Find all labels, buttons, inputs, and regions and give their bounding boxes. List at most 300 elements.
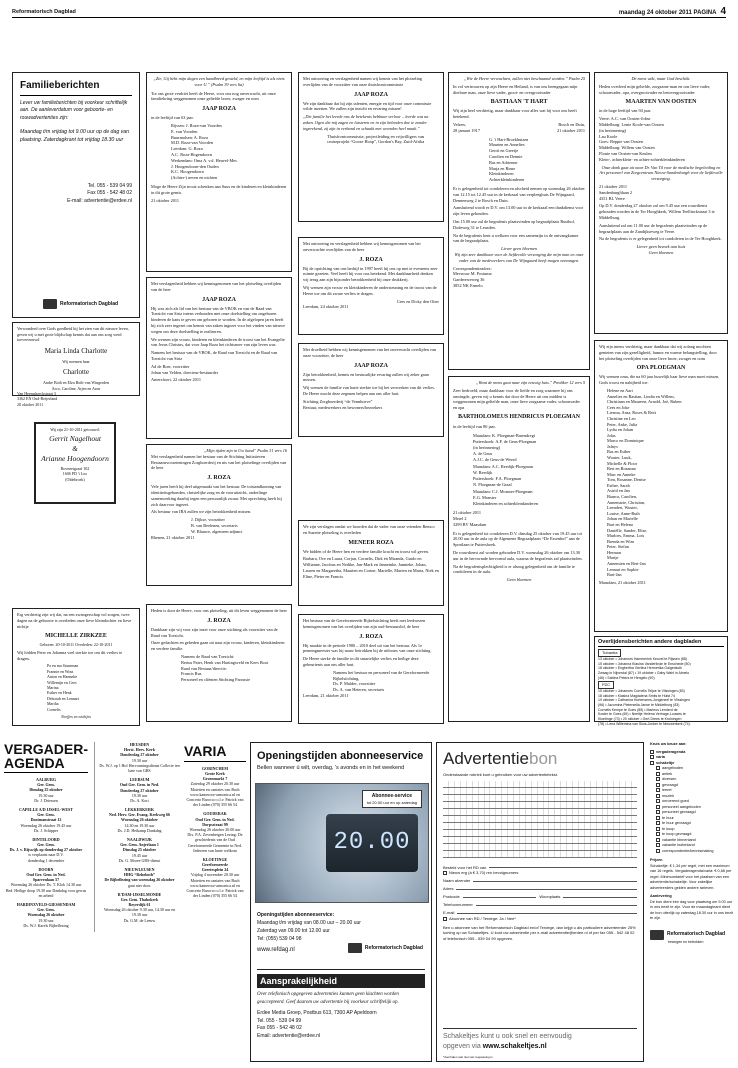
rd-logo-bottom: Reformatorisch Dagblad xyxy=(650,930,734,940)
entry-time: 19.30 uur xyxy=(38,792,54,798)
agenda-entry xyxy=(4,867,88,898)
rubriek-checkbox[interactable] xyxy=(656,805,660,809)
oosten-announcement xyxy=(594,72,728,334)
familieberichten-info xyxy=(12,72,140,318)
birth-intro: Verwonderd over Gods goedheid bij het zien van dit nieuwe leven, geven wij u met grote blijdschap kennis dat aan ons zorg werd toevertrouwd xyxy=(17,326,129,343)
opa-text: Wij zijn intens verdrietig, maar dankbaar dat wij zolang mochten genieten van zijn gezelligheid, humor en warme belangstelling, door het plotseling overlijden van onze lieve broer, zwager en oom xyxy=(599,344,717,361)
thuisfront-text: Met ontroering en verslagenheid namen wij kennis van het plotseling overlijden van de voorzitter van onze thuisfrontcommissie xyxy=(303,76,422,87)
roza-iba xyxy=(146,444,292,586)
rd-logo-icon xyxy=(43,299,57,309)
items2-item: 18 oktober • Klasina Magdalena Smits te Hulst 74 xyxy=(598,693,675,698)
rubriek-label: personeel aangeboden xyxy=(662,804,701,809)
rubriek-label: correspondentie/kennismaking xyxy=(662,848,714,853)
hart-body: Er is gelegenheid tot condoleren en afscheid nemen op woensdag 26 oktober van 12.15 tot 12.45 uur in de kerkzaal van verpleeghuis De Wijngaard, Dennenweg 2 te Bosch en Duin. xyxy=(453,186,585,203)
entry-who: Ds. J. Schipper xyxy=(33,827,59,833)
wedding-amp: & xyxy=(72,444,78,453)
rubriek-checkbox[interactable] xyxy=(656,772,660,776)
abonnee-checkbox[interactable] xyxy=(443,917,447,921)
rubriek-checkbox[interactable] xyxy=(650,761,654,765)
entry-when: Dinsdag 25 oktober xyxy=(29,787,63,793)
bon-line[interactable] xyxy=(443,830,637,837)
f-tel: Telefoonnummer xyxy=(443,902,473,908)
entry-when: Dinsdag 25 oktober xyxy=(122,847,157,853)
vrienden-sign: Barbara, Ove en Laura, Corjan, Cornelis, Dirk en Miranda, Guido en Willianne, Jacobus en Nedike, Jan-Mark en Janneinke, Jannieke, Johan, Lauren en Margaretha, Maarten en Corine, Marielle, Marten en Maria, Niek en Eline, Pieter en Francis xyxy=(303,556,439,579)
roza-closing: Moge de Heere Zijn troost schenken aan Suus en de kinderen en kleinkinderen in dit grote gemis. xyxy=(151,184,287,195)
hart-announcement xyxy=(448,72,590,370)
roza-vrienden xyxy=(298,520,444,606)
oosten-addr: 21 oktober 2011 Sandenburghlaan 2 4351 BL Veere xyxy=(599,184,632,201)
agenda-entry xyxy=(99,777,180,803)
rubriek-label: varia xyxy=(656,755,665,759)
items2-item: Cornelis Kempe te Goes (85) • Marinus Lenderd de xyxy=(598,707,678,712)
bon-line[interactable] xyxy=(443,816,637,823)
ploegman-text: Zeer bedroefd, maar dankbaar voor de liefde en zorg waarmee hij ons omringde, geven wij u kennis dat door de Heere uit ons midden is weggenomen mijn geliefde man, onze lieve zorgzame vader, schoonvader en opa xyxy=(453,387,580,411)
rubriek-checkbox[interactable] xyxy=(656,821,660,825)
drukkerij-body: Bij de oprichting van ons bedrijf in 1997 heeft hij ons op met te eveneens zeer ruimte gezeten. Veel heeft hij voor ons betekend. Met dankbaarheid denken wij terug aan zijn bijzonder betrokkenheid bij onze drukkerij. xyxy=(303,265,438,283)
parousie-name: J. ROZA xyxy=(207,617,231,624)
rubriek-label: vakantie buitenland xyxy=(662,843,695,847)
entry-place: CAPELLE A/D IJSSEL-WEST xyxy=(19,806,73,812)
agenda-entry xyxy=(184,811,246,853)
parousie-text: Heden is door de Heere, voor ons plotseling, uit dit leven weggenomen de heer xyxy=(151,608,287,613)
parousie-wish: Onze gedachten en gebeden gaan uit naar zijn vrouw, kinderen, kleinkinderen en verdere familie. xyxy=(151,640,285,652)
entry-when: De Bijbellezing van woensdag 26 oktober xyxy=(104,877,175,883)
gbs-wish: De Heere sterke de familie in dit smartelijke verlies en heilige deze gebeurtenis aan ons aller hart. xyxy=(303,656,419,668)
roza-date: 21 oktober 2011 xyxy=(151,197,180,203)
entry-org: Grote Kerk xyxy=(205,771,225,777)
wedding-intro: Wij zijn 21-10-2011 getrouwd: xyxy=(50,427,100,432)
vbok-body: Hij was zich als lid van het bestuur van de VBOK en van de Raad van Toezicht van Siriz intens verbonden met onze doelstelling om ongeboren kinderen de kans te geven om geboren te worden. In de afgelopen jaren heeft hij zich zeer ingezet om kennis van zaken ingezet voor het vinden van nieuwe wegen om deze doelstelling te realiseren. xyxy=(151,305,285,334)
abonnee-web[interactable]: www.refdag.nl xyxy=(257,947,295,953)
entry-org: HHG “Rehoboth” xyxy=(123,872,155,878)
thuisfront-quote: „Die familie het leerde ons de betekenis hebbaar verloor – leerde wat na zaken. Ogen die mij zagen en luisteren en in zijn belenden doe te zonder ingerekend, zij zijn in verband en schaakt met woorden heel maak.” xyxy=(303,114,429,131)
roza-thuisfront xyxy=(298,72,444,222)
familie-tel: Tel. 055 - 539 04 99 xyxy=(87,182,132,189)
items2-item: 19 oktober • Catharina Hortensens-Jongeneel te Vlissingen xyxy=(598,698,690,703)
entry-who: Ds. J.D. Heikamp Dankdag xyxy=(117,827,162,833)
hart-thanks: Wij zijn zeer dankbaar voor de liefdevolle verzorging die mijn man en onze vader van de medewerkers van De Wijngaard heeft mogen ontvangen. xyxy=(454,252,584,263)
oosten-quote2: Onze dank gaat uit naar Dr. Van Til voor de medische begeleiding en Art personeel van Zorgcentrum Nieuw-Sandenburgh voor de liefdevolle verzorging. xyxy=(599,164,723,182)
vbok-date: Amersfoort, 22 oktober 2011 xyxy=(151,377,201,383)
oosten-family: Veere: A.C. van Oosten-Jobse Middelburg: Lenie Koole-van Oosten (in herinnering) Lau Koole Goes: Beppie van Oosten Middelburg: Willem van Oosten Flonie van Oosten-van Keulen Klein-, achterklein- en achter-achterkleinkinderen xyxy=(599,116,685,162)
wedding-addr2: 1606 PD 't Loo xyxy=(62,471,88,477)
entry-org: Ger. Gem. xyxy=(37,842,55,848)
promo2: opgeven via xyxy=(443,1042,481,1050)
f-besteld-input[interactable] xyxy=(489,862,637,868)
nieuw-checkbox[interactable] xyxy=(443,871,447,875)
overlijdens-title: Overlijdensberichten andere dagbladen xyxy=(598,639,724,647)
bon-line[interactable] xyxy=(443,802,637,809)
rubriek-label: te huur gevraagd xyxy=(662,821,691,825)
rubriek-checkbox[interactable] xyxy=(656,783,660,787)
thuisfront-name: JAAP ROZA xyxy=(354,91,388,98)
birth-date: 20 oktober 2011 xyxy=(17,401,44,407)
agenda-entry xyxy=(184,766,246,808)
vrienden-text: We zijn verslagen omdat we hoorden dat de vader van onze vrienden Remco en Suzette plotseling is overleden xyxy=(303,524,435,535)
vbok-sign3: Johan van Velden, directeur-bestuurder xyxy=(151,369,219,375)
agenda-title1: VERGADER- xyxy=(4,741,89,757)
roza-quote: „Zie, Gij hebt mijn dagen een handbreed gesteld, en mijn leeftijd is als niets voor U.” (Psalm 39 vers 6a) xyxy=(153,76,285,87)
birth-parents: Andre Both en Elza Both-van Wingerden xyxy=(42,380,110,386)
items1-item: 13 oktober • Johannes Hammerink Keuvel te Rijssen (88) xyxy=(598,656,687,661)
items2-item: 15 oktober • Johannes Cornelis Teljoe te Vlissingen (83) xyxy=(598,688,685,693)
page-number: 4 xyxy=(720,6,726,17)
page-date: maandag 24 oktober 2011 PAGINA 4 xyxy=(618,6,726,17)
drukkerij-date: Leerdam, 24 oktober 2011 xyxy=(303,304,349,310)
naam-input[interactable] xyxy=(473,876,637,882)
roza-text: Tot ons grote verdriet heeft de Heere, voor ons nog onverwacht, uit onze familiekring weggenomen onze geliefde broer, zwager en oom xyxy=(151,90,276,102)
rubriek-label: vergaderagenda xyxy=(656,749,686,754)
vrienden-name: MENEER ROZA xyxy=(348,539,394,546)
michelle-text: Wij hidden Peter en Johanna veel sterkte toe om dit verlies te dragen. xyxy=(17,649,123,661)
adres-input[interactable] xyxy=(456,884,637,890)
items1-item: 18 oktober • Engbertha Gertina Hermerika Galgenkolk xyxy=(598,666,682,671)
agenda-entry xyxy=(4,837,88,863)
addr3: Fax 055 - 542 48 02 xyxy=(257,1025,302,1032)
bon-line[interactable] xyxy=(443,851,637,858)
pzc-list xyxy=(598,689,724,727)
entry-place: NAALDWIJK xyxy=(127,837,152,842)
f-email: E-mail xyxy=(443,910,455,916)
entry-when: Groenmarkt 7 xyxy=(202,776,228,782)
items2-item: Koster te Goes (69) • Neeltje Helena Verhage-Louwes te xyxy=(598,712,686,717)
familie-email[interactable]: E-mail: advertentie@erdee.nl xyxy=(67,197,132,204)
iba-text2: Als bestuur van IBA zullen we zijn betrokkenheid missen. xyxy=(151,509,252,515)
hart-age: Wij zijn heel verdrietig, maar dankbaar voor alles wat hij voor ons heeft betekend. xyxy=(453,108,577,120)
hart-service: Aansluitend wordt er D.V. om 13.00 uur in de kerkzaal een dankdienst voor zijn leven gehouden. xyxy=(453,205,584,217)
agenda-entry xyxy=(99,837,180,863)
familie-fax: Fax 055 - 542 48 02 xyxy=(87,190,132,197)
entry-when: Ds. J. v. Rijswijk op donderdag 27 oktober xyxy=(9,847,83,853)
rubriek-label: gevraagd xyxy=(662,782,678,787)
roza-name: JAAP ROZA xyxy=(202,106,236,113)
rubriek-label: aangeboden xyxy=(662,766,684,770)
rubriek-checkbox[interactable] xyxy=(656,843,660,847)
hart-addr: Correspondentieadres: Mevrouw M. Postuma Gardereweweg 36 3852 NK Ermelo xyxy=(453,265,492,288)
opa-family: Helene en Aart Annelies en Bastian, Lindia en Willem, Christiaan en Maureen, Arnold, Joë, Ruben Cees en Joke Liesma, Arna, Roses & Britt Christine en Leo Peter, Anke, Julia Lydia en Johan Jolas Marco en Dominique Jalnys Bas en Esther Wouter, Luuk, Michelle & Floor Bert en Rozanna Marc en Anneke Tom, Rosanne, Denise Esther, Sarah Astrid en Jan Bianca, Carolien, Annemarie, Christian, Leendert, Wouter, Louise, Anne-Ruth Johan en Marielle Bart en Helena Daniëlle, Sander, Elise, Marloes, Emma, Lois Brenda en Wim Peter, Stefan Herman Martje Annemien en Bert-Jan Lennart en Sophie Bart-Jan xyxy=(607,388,682,578)
abonnee-tel: Tel: (055) 539 04 98 xyxy=(257,936,302,942)
opa-body: Wij wensen oma, die na 60 jaar huwelijk haar lieve man moet missen, Gods troost en nabijheid toe. xyxy=(599,374,720,386)
varia-title: VARIA xyxy=(184,742,246,762)
oosten-name: MAARTEN VAN OOSTEN xyxy=(625,99,697,106)
parousie-body: Dankbaar zijn wij voor zijn inzet voor onze stichting als voorzitter van de Raad van Toezicht. xyxy=(151,626,278,638)
rubriek-checkbox[interactable] xyxy=(656,849,660,853)
rubriek-label: te huur xyxy=(662,815,674,820)
entry-org: Ger. Gem. Anjerlaan 1 xyxy=(120,842,159,848)
entry-time: 19.30 uur xyxy=(131,757,148,763)
newspaper-name: Reformatorisch Dagblad xyxy=(12,9,76,15)
hart-name: BASTIAAN 'T HART xyxy=(490,99,548,106)
ploegman-nobloem: Geen bloemen xyxy=(506,577,532,583)
rd-logo-icon xyxy=(650,930,664,940)
birth-addr1: Van Heemskerckstraat 3 xyxy=(17,391,56,397)
f-naam: Naam afzender xyxy=(443,878,471,884)
rubriek-checkbox[interactable] xyxy=(656,816,660,820)
entry-time: 14.30 en 19.30 uur xyxy=(124,822,155,828)
addr4[interactable]: Email: advertentie@erdee.nl xyxy=(257,1032,321,1039)
items2-item: (78) • Lena Willemina van Sluis-Jonker te Nieuwerkerk (74). xyxy=(598,721,691,726)
michelle-intro: Erg verdrietig zijn wij dat, na een zwangerschap vol zorgen, twee dagen na de geboorte is overleden onze lieve kleindochter en lieve nichtje xyxy=(17,612,132,629)
zorgb-body: Zijn betrokkenheid, kennis en bestuurlijke ervaring zullen wij zeker gaan missen. xyxy=(303,371,429,383)
hours2: Zaterdag van 09.00 tot 12.00 uur xyxy=(257,928,330,934)
rubriek-label: schakeltje xyxy=(656,760,675,765)
entry-when: Dootmanstraat 12 xyxy=(30,817,62,823)
agenda-entry xyxy=(99,892,180,923)
roza-gbs xyxy=(298,614,444,724)
michelle-dates: Geboren: 20-10-2011 Overleden: 22-10-2011 xyxy=(39,642,113,648)
ploegman-closing: Na de begrafenisplechtigheid is er alsnog gelegenheid om de familie te condoleren in de aula. xyxy=(453,563,575,575)
roza-zorgboerderij xyxy=(298,343,444,437)
hart-place2: Bosch en Duin, 21 oktober 2011 xyxy=(556,122,585,133)
bon-title1: Advertentie xyxy=(443,749,529,768)
rubriek-checkbox[interactable] xyxy=(656,827,660,831)
zorgb-wish: Wij wensen de familie van harte sterkte toe bij het verwerken van dit verlies. De Heere mocht deze zegenen helpen aan ons aller hart. xyxy=(303,385,436,397)
birth-announcement xyxy=(12,322,140,407)
entry-who: Drs. P.A. Zevenbergen Lezing: De geschiedenis van de Oud Gereformeerde Gemeente in Ned. Iedereen van harte welkom xyxy=(187,832,243,853)
entry-place: NIEUWLEUSEN xyxy=(124,866,155,872)
birth-roepnaam: Charlotte xyxy=(62,367,90,376)
gbs-sign: Namens het bestuur en personeel van de Gereformeerde Bijbelstichting, Ds. P. Mulder, voorzitter Ds. A. van Heteren, secretaris xyxy=(333,669,430,693)
gbs-body: Hij maakte in de periode 1980 – 2010 deel uit van het bestuur. Als 1e penningmeester was hij nauw betrokken bij de uitbouw van onze stichting. xyxy=(303,642,432,654)
entry-when: Donderdag 27 oktober xyxy=(120,787,159,793)
items1-item: 15 oktober • Johanna Klasina Vanderlinde te Enschede (80) xyxy=(598,661,691,666)
michelle-footer: Neefjes en nichtjes xyxy=(61,713,91,719)
agenda-entry xyxy=(99,807,180,833)
entry-place: R'DAM-IJSSELMONDE xyxy=(117,891,162,897)
entry-who: donderdag 1 december xyxy=(27,857,65,863)
rubriek-checkbox[interactable] xyxy=(656,766,660,770)
addr1: Erdee Media Groep, Postbus 613, 7300 AP Apeldoorn xyxy=(257,1010,377,1017)
ploegman-family: Maasdam: K. Ploegman-Barendregt Puttershoek: A.F. de Geus-Ploegman (in herinnering) A. de Geus A.J.C. de Geus-de Weerd Maasdam: A.C. Reedijk-Ploegman W. Reedijk Puttershoek: F.A. Ploegman N. Ploegman-de Graaf Maasdam: C.J. Monster-Ploegman E.G. Monster Kleinkinderen en achterkleinkinderen xyxy=(473,432,538,506)
entry-when: Donderdag 27 oktober xyxy=(120,752,159,758)
bon-line[interactable] xyxy=(443,837,637,844)
rubriek-label: diversen xyxy=(662,777,677,781)
rd-logo-ad: Reformatorisch Dagblad xyxy=(348,943,423,953)
entry-who: Ds. G. Moree GBS-dienst xyxy=(118,857,161,863)
entry-time: is verplaatst naar D.V. xyxy=(28,852,64,858)
entry-org: Herst. Herv. Kerk xyxy=(124,747,155,753)
bon-title2: bon xyxy=(529,749,558,768)
postcode-input[interactable] xyxy=(463,892,537,898)
entry-place: GOUDERAK xyxy=(203,811,227,817)
entry-time: Woensdag 26 oktober 20.00 uur xyxy=(189,826,241,832)
woonplaats-input[interactable] xyxy=(563,892,637,898)
entry-time: Zaterdag 29 oktober 20.30 uur xyxy=(190,781,240,787)
opa-date: Maasdam, 21 oktober 2011 xyxy=(599,579,646,585)
entry-org: Ger. Gem. xyxy=(37,907,55,913)
bon-foot: *doorhalen wat niet van toepassing is xyxy=(443,1054,493,1059)
hart-place1: Velzen, 28 januari 1917 xyxy=(453,122,480,133)
entry-org: Oud Ger. Gem. in Ned. xyxy=(26,872,66,877)
entry-org: Ger. Gem. Thabokerk xyxy=(120,896,159,902)
hart-family: G. 't Hart-Broekhuizen Maarten en Annelies Gerrit en Greetje Carolien en Dennie Bas en Adrienne Marja en Rinse Kleinkinderen Achterkleinkinderen xyxy=(489,136,529,183)
rubriek-checkbox[interactable] xyxy=(656,838,660,842)
iba-date: Rhenen, 21 oktober 2011 xyxy=(151,534,195,540)
f-adres: Adres xyxy=(443,886,454,892)
agenda-entry xyxy=(4,902,88,928)
vbok-sign2: Ad de Boer, voorzitter xyxy=(151,363,190,369)
badge-label: Abonnee-service xyxy=(371,793,413,799)
rubriek-label: muziek xyxy=(662,793,675,798)
entry-place: DOORN xyxy=(38,866,54,872)
hart-burial: Om 15.00 uur zal de begrafenis plaatsvinden op begraafplaats Rusthof, Dodeweg 31 te Leusden. xyxy=(453,219,576,230)
entry-when: Geertesplein 24 xyxy=(201,867,229,873)
aansprak-text: Over telefonisch opgegeven advertenties kunnen geen klachten worden geaccepteerd. Geef daarom uw advertentie bij voorkeur schriftelijk op. xyxy=(257,992,399,1005)
bon-line[interactable] xyxy=(443,844,637,851)
rubriek-checkbox[interactable] xyxy=(656,794,660,798)
oosten-nobloem: Liever geen bezoek aan huis Geen bloemen xyxy=(636,244,686,256)
rubriek-checkbox[interactable] xyxy=(656,810,660,814)
varia-section xyxy=(184,742,246,1062)
rubriek-label: antiek xyxy=(662,771,673,776)
overlijdens-andere xyxy=(594,636,728,726)
wedding-name2: Arianne Hoogendoorn xyxy=(41,453,109,463)
hours1: Maandag t/m vrijdag van 08.00 uur – 20.00 uur xyxy=(257,920,361,926)
drukkerij-text: Met ontroering en verslagenheid hebben wij kennisgenomen van het onverwachte overlijden van de heer xyxy=(303,241,421,252)
ploegman-announcement xyxy=(448,376,590,722)
entry-who: Ds. G.M. de Leeuw xyxy=(123,917,156,923)
agenda-entry xyxy=(184,857,246,899)
entry-when: Woensdag 26 oktober xyxy=(27,912,65,918)
vbok-sign1: Namens het bestuur van de VBOK, de Raad van Toezicht en de Raad van Toezicht van Siriz xyxy=(151,350,278,362)
rubriek-checkbox[interactable] xyxy=(656,799,660,803)
zorgb-name: JAAP ROZA xyxy=(354,362,388,369)
entry-place: HEUSDEN xyxy=(129,742,150,747)
michelle-announcement xyxy=(12,608,140,726)
entry-time: 19.45 uur xyxy=(131,852,148,858)
ploegman-date: 21 oktober 2011 Merel 2 3299 BV Maasdam xyxy=(453,510,487,527)
bon-text-lines[interactable] xyxy=(443,781,637,858)
page-header xyxy=(12,4,726,18)
agenda-title2: AGENDA xyxy=(4,756,88,773)
agenda-column-2 xyxy=(99,742,180,923)
tubantia-label: Tubantia xyxy=(598,649,621,656)
oosten-body: Op D.V. donderdag 27 oktober zal om 9.45 uur een rouwdienst gehouden worden in de Ter Hooghkerk, Willem Teellinckstraat 3 te Middelburg. xyxy=(599,203,715,221)
vrienden-body: We bidden of de Heere hen en verdere familie kracht en troost wil geven. xyxy=(303,548,429,554)
entry-place: LEKKERKERK xyxy=(125,807,154,813)
entry-org: Oud Ger. Gem. in Ned. xyxy=(195,816,235,822)
drukkerij-wish: Wij wensen zijn vrouw en kleinkinderen de ondersteuning en de troost van de Heere toe om dit zware verlies te dragen. xyxy=(303,285,437,296)
gbs-text: Het bestuur van de Gereformeerde Bijbelstichting heeft met leedwezen kennisgenomen van het overlijden van zijn oud-bestuurslid, de heer xyxy=(303,618,426,629)
ploegman-service: De rouwdienst zal worden gehouden D.V. woensdag 26 oktober om 13.30 uur in de hervormde hervormd aula, waarna de begrafenis zal plaatsvinden. xyxy=(453,550,583,561)
addr2: Tel. 055 - 539 04 99 xyxy=(257,1017,302,1024)
wedding-addr1: Boveneigraaf 102 xyxy=(60,466,90,472)
parousie-sign: Namens de Raad van Toezicht: Bertus Pater, Henk van Hartingsveld en Kees Boot Raad van Bestuur/directie: Francis Rus Personeel en cliënten Stichting Parousie xyxy=(181,654,269,683)
iba-body: Vele jaren heeft hij deel uitgemaakt van het bestuur. De totstandkoming van identiteitsgebonden, christelijke zorg en de vooruitzicht, onderlinge samenwerking daarbij tegen een persoonlijk zwaar. Met oprechting heeft hij zich daarvoor ingezet. xyxy=(151,484,282,507)
ploegman-age: in de leeftijd van 80 jaar. xyxy=(453,423,496,429)
rubriek-label: onroerend goed xyxy=(662,799,689,803)
rd-logo-icon xyxy=(348,943,362,953)
advertentiebon-form xyxy=(436,742,644,1062)
michelle-family: Pa en ma Stuurman Frannie en Wout Anton en Hanneke Willemijn en Cees Marina Esther en Henk Deborah en Lennart Martha Cornelis xyxy=(47,663,79,712)
abonneeservice-ad xyxy=(250,742,432,1062)
aanlever-text: De bon dient één dag voor plaatsing om 9.00 uur in ons bezit te zijn. Voor de maandagkrant dient de bon uiterlijk op zaterdag 18.30 uur in ons bezit te zijn. xyxy=(650,899,733,920)
promo1: Schakeltjes kunt u ook snel en eenvoudig xyxy=(443,1033,572,1041)
zorgb-org: Stichting Zorgboerderij “de Vennhoeve” xyxy=(303,398,373,404)
entry-place: GORINCHEM xyxy=(202,765,228,771)
entry-when: Dorpsstraat 99 xyxy=(202,821,228,827)
f-nieuw: Nieuw erg (à € 3,70) ren bevolgnumers xyxy=(449,870,519,876)
familie-deadline: Maandag t/m vrijdag tot 9.00 uur op de dag van plaatsing. Zaterdagkrant tot vrijdag 18.30 uur xyxy=(20,129,130,144)
opa-ploegman-announcement xyxy=(594,340,728,632)
entry-org: Oud Ger. Gem. in Ned. xyxy=(119,782,160,788)
entry-when: Sparrenlaan 57 xyxy=(32,877,60,883)
wedding-name1: Gerrit Nagelhout xyxy=(49,434,101,444)
items2-item: Kloetinge (73) • 20 oktober • Gert Drees te Kruiningen xyxy=(598,717,682,722)
prijzen-text: Schakeltje: € 1,34 per regel, met een maximum van 16 regels. Vergaderagenda/varia: € 0,66 per regel. Minimumtarief voor het plaatsen van een advertentie/schakeltje. Voor zakelijke adverteerders gelden andere tarieven. xyxy=(650,863,732,890)
birth-name: Maria Linda Charlotte xyxy=(44,347,108,356)
roza-age: in de leeftijd van 63 jaar. xyxy=(151,115,194,121)
agenda-entry xyxy=(99,742,180,773)
entry-time: gaat niet door. xyxy=(128,882,151,888)
rubriek-checkbox[interactable] xyxy=(650,755,654,759)
entry-place: HARDINXVELD-GIESSENDAM xyxy=(16,901,76,907)
entry-who: Motetten en cantates van Bach www.kameroor-armonica.nl en Concerto Barocco o.l.v. Patrick van der Linden (070) 355 66 54 xyxy=(186,786,244,808)
iba-quote: „Mijn tijden zijn in Uw hand” Psalm 31 vers 16 xyxy=(204,448,287,453)
oosten-quote: De mens wikt, maar God beschikt. xyxy=(631,76,691,81)
entry-who: Ds. W.J. Karels Bijbellezing xyxy=(23,922,69,928)
entry-org: Ned. Herv. Ger. Evang. Kerkweg 66 xyxy=(108,812,171,818)
rd-logo: Reformatorisch Dagblad xyxy=(43,299,118,309)
wedding-announcement xyxy=(34,422,116,504)
entry-time: 19.30 uur xyxy=(131,792,148,798)
rubriek-checkbox[interactable] xyxy=(656,832,660,836)
rubriek-checkbox[interactable] xyxy=(656,788,660,792)
bon-sub: Onderstaande rubriek kunt u gebruiken voor uw advertentietekst. xyxy=(443,771,558,777)
tel-input[interactable] xyxy=(476,900,637,906)
bon-line[interactable] xyxy=(443,809,637,816)
oosten-burial: Aansluitend zal om 11.00 uur de begrafenis plaatsvinden op de begraafplaats aan de Zandijkseweg te Veere. xyxy=(599,222,708,234)
pzc-label: PZC xyxy=(598,681,614,688)
opa-name: OPA PLOEGMAN xyxy=(636,365,686,372)
birth-noemen: Wij noemen haar xyxy=(62,359,90,365)
bon-line[interactable] xyxy=(443,788,637,795)
rubriek-option[interactable] xyxy=(656,849,734,855)
bon-line[interactable] xyxy=(443,781,637,788)
michelle-name: MICHELLE ZIRKZEE xyxy=(45,633,107,640)
f-besteld: Besteld voor het RD van xyxy=(443,864,487,870)
agenda-entry xyxy=(4,807,88,833)
agenda-entry xyxy=(4,777,88,803)
roza-family xyxy=(146,72,292,272)
badge-time: tot 20.00 uur en op zaterdag xyxy=(366,799,417,805)
rubriek-checkbox[interactable] xyxy=(650,750,654,754)
email-input[interactable] xyxy=(457,908,637,914)
tubantia-list xyxy=(598,657,724,681)
roza-drukkerij xyxy=(298,237,444,335)
oosten-age: in de hoge leeftijd van 94 jaar. xyxy=(599,108,652,114)
ploegman-name: BARTHOLOMEUS HENDRICUS PLOEGMAN xyxy=(458,413,580,420)
drukkerij-name: J. ROZA xyxy=(359,256,383,263)
vbok-text: Met verslagenheid hebben wij kennisgenomen van het plotseling overlijden van de heer xyxy=(151,281,282,292)
bon-line[interactable] xyxy=(443,795,637,802)
roza-family-list: Rijssen: J. Roza-van Voorden E. van Voorden Buurmalsen: A. Roza M.D. Roza-van Voorden Leerdam: G. Roza A.C. Roza-Hogendoorn Werkendam: Oma A. v.d. Heuvel-Mes J. Hoogendoorn-den Ouden K.C. Hoogendoorn (Achter-) neven en nichten xyxy=(171,123,237,181)
vbok-wish: We wensen zijn vrouw, kinderen en kleinkinderen de troost van het Evangelie van Jezus Christus, dat voor Jaap Roza het richtsnoer van zijn leven was. xyxy=(151,336,285,348)
rubriek-label: te koop gevraagd xyxy=(662,832,692,836)
aanlever-title: Aanlevering xyxy=(650,894,672,898)
rubriek-checkbox[interactable] xyxy=(656,777,660,781)
entry-who: Bed. Heilige doop 19.30 uur Dankdag voor gewas en arbeid xyxy=(5,887,87,898)
rubriek-label: te koop xyxy=(662,826,675,831)
agenda-column-1 xyxy=(4,777,88,928)
iba-text: Met verslagenheid namen het bestuur van de Stichting Initiatieven Bestaansvoorzieningen Zorgboerderij en nis van het plotselinge overlijden van de heer xyxy=(151,453,287,471)
entry-place: KLOETINGE xyxy=(202,856,228,862)
rubrieken-title: Kruis uw keuze aan: xyxy=(650,742,687,746)
bon-line[interactable] xyxy=(443,823,637,830)
prijzen-title: Prijzen xyxy=(650,858,663,862)
promo-url[interactable]: www.schakeltjes.nl xyxy=(482,1042,547,1050)
entry-place: DINTELOORD xyxy=(32,836,60,842)
